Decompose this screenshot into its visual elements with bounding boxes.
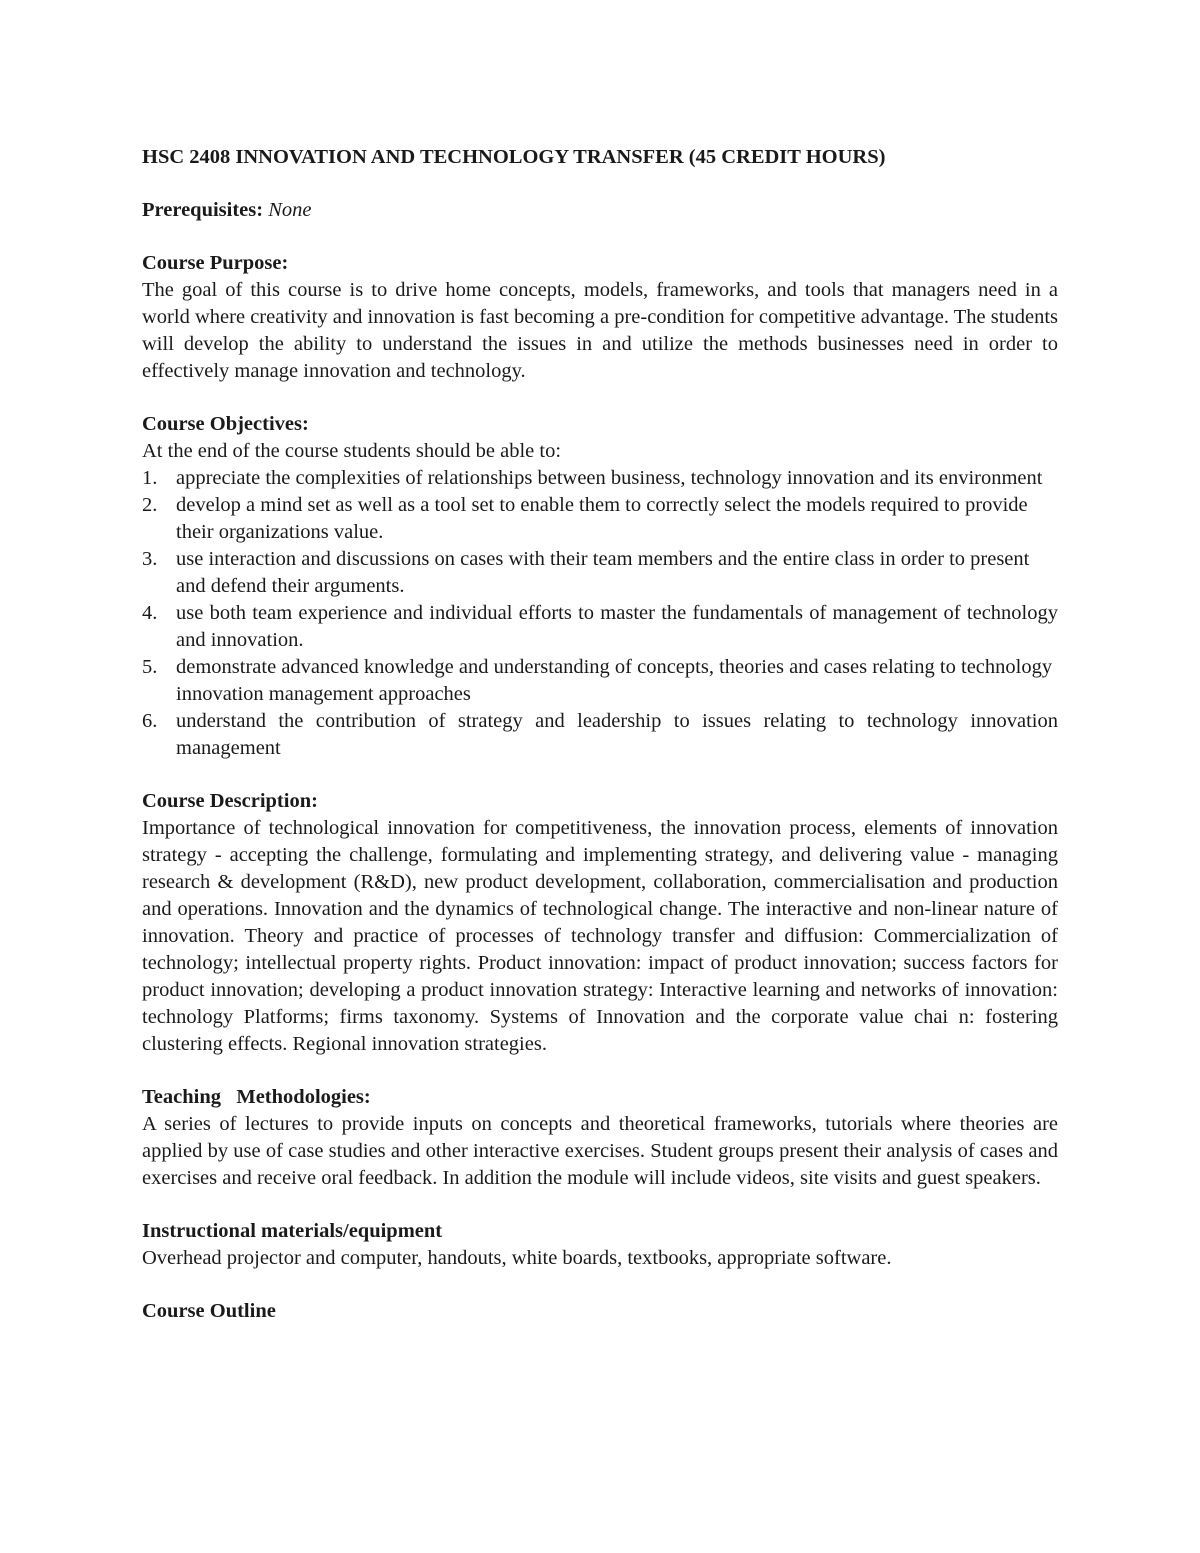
- objective-text: develop a mind set as well as a tool set to enable them to correctly select the models required to provide their organizations value.: [176, 494, 1028, 543]
- teaching-heading: Teaching Methodologies:: [142, 1086, 371, 1108]
- teaching-section: [142, 1084, 1058, 1192]
- description-section: [142, 788, 1058, 1058]
- document-page: [142, 143, 1058, 1325]
- objective-number: 6.: [142, 710, 158, 732]
- objective-number: 2.: [142, 494, 158, 516]
- objective-item: [142, 600, 1058, 654]
- outline-section: [142, 1298, 1058, 1325]
- materials-text: Overhead projector and computer, handouts, white boards, textbooks, appropriate software.: [142, 1247, 892, 1269]
- prerequisites-section: [142, 197, 1058, 224]
- objectives-list: [142, 465, 1058, 762]
- objective-text: understand the contribution of strategy and leadership to issues relating to technology innovation management: [176, 710, 1058, 759]
- prerequisites-label: Prerequisites:: [142, 199, 264, 221]
- objective-text: appreciate the complexities of relationships between business, technology innovation and its environment: [176, 467, 1043, 489]
- purpose-heading: Course Purpose:: [142, 252, 289, 274]
- objective-text: demonstrate advanced knowledge and understanding of concepts, theories and cases relating to technology innovation management approaches: [176, 656, 1053, 705]
- purpose-section: [142, 250, 1058, 385]
- objective-text: use interaction and discussions on cases with their team members and the entire class in order to present and defend their arguments.: [176, 548, 1030, 597]
- objective-item: [142, 546, 1058, 600]
- objective-number: 3.: [142, 548, 158, 570]
- objectives-intro: At the end of the course students should be able to:: [142, 440, 562, 462]
- course-title: HSC 2408 INNOVATION AND TECHNOLOGY TRANSFER (45 CREDIT HOURS): [142, 146, 886, 168]
- objective-item: [142, 492, 1058, 546]
- prerequisites-value: None: [268, 199, 312, 221]
- purpose-text: The goal of this course is to drive home concepts, models, frameworks, and tools that managers need in a world where creativity and innovation is fast becoming a pre-condition for competitive advantage. The students will develop the ability to understand the issues in and utilize the methods businesses need in order to effectively manage innovation and technology.: [142, 279, 1058, 382]
- description-text: Importance of technological innovation for competitiveness, the innovation process, elements of innovation strategy - accepting the challenge, formulating and implementing strategy, and delivering value - managing research & development (R&D), new product development, collaboration, commercialisation and production and operations. Innovation and the dynamics of technological change. The interactive and non-linear nature of innovation. Theory and practice of processes of technology transfer and diffusion: Commercialization of technology; intellectual property rights. Product innovation: impact of product innovation; success factors for product innovation; developing a product innovation strategy: Interactive learning and networks of innovation: technology Platforms; firms taxonomy. Systems of Innovation and the corporate value chai n: fostering clustering effects. Regional innovation strategies.: [142, 817, 1058, 1055]
- objective-item: [142, 708, 1058, 762]
- outline-heading: Course Outline: [142, 1300, 276, 1322]
- materials-section: [142, 1218, 1058, 1272]
- objectives-section: [142, 411, 1058, 762]
- objective-number: 1.: [142, 467, 158, 489]
- objective-text: use both team experience and individual efforts to master the fundamentals of management of technology and innovation.: [176, 602, 1058, 651]
- objective-item: [142, 654, 1058, 708]
- materials-heading: Instructional materials/equipment: [142, 1220, 443, 1242]
- objective-number: 4.: [142, 602, 158, 624]
- objective-item: [142, 465, 1058, 492]
- teaching-text: A series of lectures to provide inputs on concepts and theoretical frameworks, tutorials where theories are applied by use of case studies and other interactive exercises. Student groups present their analysis of cases and exercises and receive oral feedback. In addition the module will include videos, site visits and guest speakers.: [142, 1113, 1058, 1189]
- objective-number: 5.: [142, 656, 158, 678]
- description-heading: Course Description:: [142, 790, 318, 812]
- objectives-heading: Course Objectives:: [142, 413, 309, 435]
